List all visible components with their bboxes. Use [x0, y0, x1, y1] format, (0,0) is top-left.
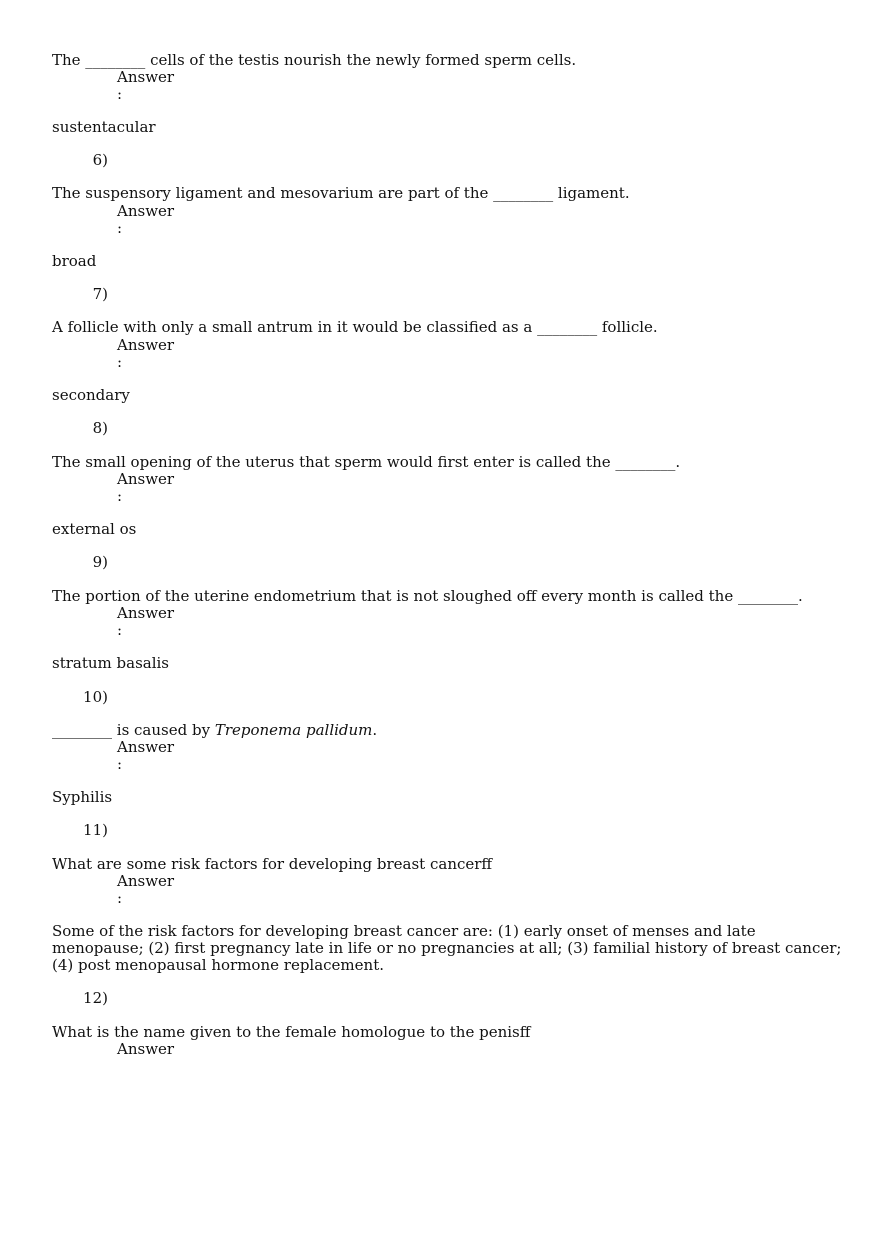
- answer-colon: :: [117, 487, 123, 505]
- answer-label: Answer: [117, 1040, 175, 1058]
- question-number: 11): [83, 821, 108, 839]
- answer-label: Answer: [117, 202, 175, 220]
- question-number: 12): [83, 989, 108, 1007]
- answer-text: sustentacular: [52, 118, 156, 136]
- answer-colon: :: [117, 353, 123, 371]
- answer-colon: :: [117, 621, 123, 639]
- question-number: 9): [92, 553, 108, 571]
- answer-colon: :: [117, 889, 123, 907]
- question-text: The small opening of the uterus that sperm would first enter is called the ________.: [52, 453, 681, 471]
- question-text: The suspensory ligament and mesovarium are part of the ________ ligament.: [52, 184, 630, 202]
- question-italic-term: Treponema pallidum: [214, 721, 373, 739]
- answer-label: Answer: [117, 738, 175, 756]
- question-text: The ________ cells of the testis nourish the newly formed sperm cells.: [52, 51, 577, 69]
- answer-text: secondary: [52, 386, 130, 404]
- answer-label: Answer: [117, 872, 175, 890]
- question-number: 7): [92, 285, 108, 303]
- answer-text: broad: [52, 252, 97, 270]
- answer-colon: :: [117, 755, 123, 773]
- answer-colon: :: [117, 85, 123, 103]
- answer-label: Answer: [117, 336, 175, 354]
- question-text: What are some risk factors for developing breast cancerff: [52, 855, 493, 873]
- question-text: A follicle with only a small antrum in it would be classified as a ________ follicle.: [52, 318, 658, 336]
- answer-label: Answer: [117, 604, 175, 622]
- question-text: What is the name given to the female homologue to the penisff: [52, 1023, 531, 1041]
- answer-colon: :: [117, 219, 123, 237]
- question-text: The portion of the uterine endometrium that is not sloughed off every month is called the ________.: [52, 587, 803, 605]
- answer-text: stratum basalis: [52, 654, 169, 672]
- answer-label: Answer: [117, 68, 175, 86]
- answer-text: Syphilis: [52, 788, 113, 806]
- question-suffix: .: [372, 721, 378, 739]
- question-number: 10): [83, 688, 108, 706]
- answer-text: external os: [52, 520, 137, 538]
- question-number: 6): [92, 151, 108, 169]
- answer-label: Answer: [117, 470, 175, 488]
- question-prefix: ________ is caused by: [52, 721, 215, 739]
- question-text: [52, 722, 377, 739]
- question-number: 8): [92, 419, 108, 437]
- answer-text: Some of the risk factors for developing breast cancer are: (1) early onset of menses and late menopause; (2) first pregnancy late in life or no pregnancies at all; (3) familial history of breast cancer; (4) post menopausal hormone replacement.: [52, 922, 842, 974]
